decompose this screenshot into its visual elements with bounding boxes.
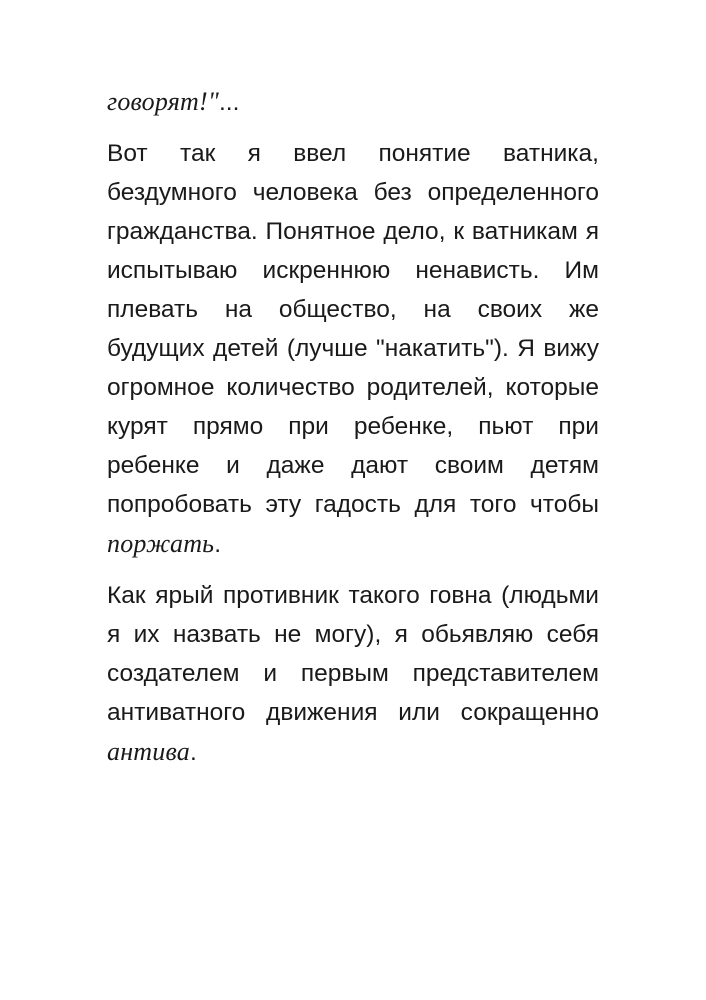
quote-ending — [107, 82, 599, 122]
paragraph-1-tail: . — [214, 531, 222, 558]
ellipsis: ... — [218, 89, 240, 116]
paragraph-1-text: Вот так я ввел понятие ватника, бездумного человека без определенного гражданства. Понятное дело, к ватникам я испытываю искреннюю ненависть. Им плевать на общество, на своих же будущих детей (лучше "накатить"). Я вижу огромное количество родителей, которые курят прямо при ребенке, пьют при ребенке и даже дают своим детям попробовать эту гадость для того чтобы — [107, 140, 599, 518]
italic-quote-fragment: говорят!" — [107, 87, 219, 116]
paragraph-vatnik-definition — [107, 134, 599, 564]
paragraph-2-text: Как ярый противник такого говна (людьми я их назвать не могу), я обьявляю себя создателем и первым представителем антиватного движения или сокращенно — [107, 582, 599, 726]
paragraph-antiva-declaration — [107, 576, 599, 772]
italic-word-antiva: антива — [107, 737, 190, 766]
paragraph-2-tail: . — [189, 739, 197, 766]
document-page — [107, 82, 599, 772]
italic-word-porzhat: поржать — [107, 529, 215, 558]
